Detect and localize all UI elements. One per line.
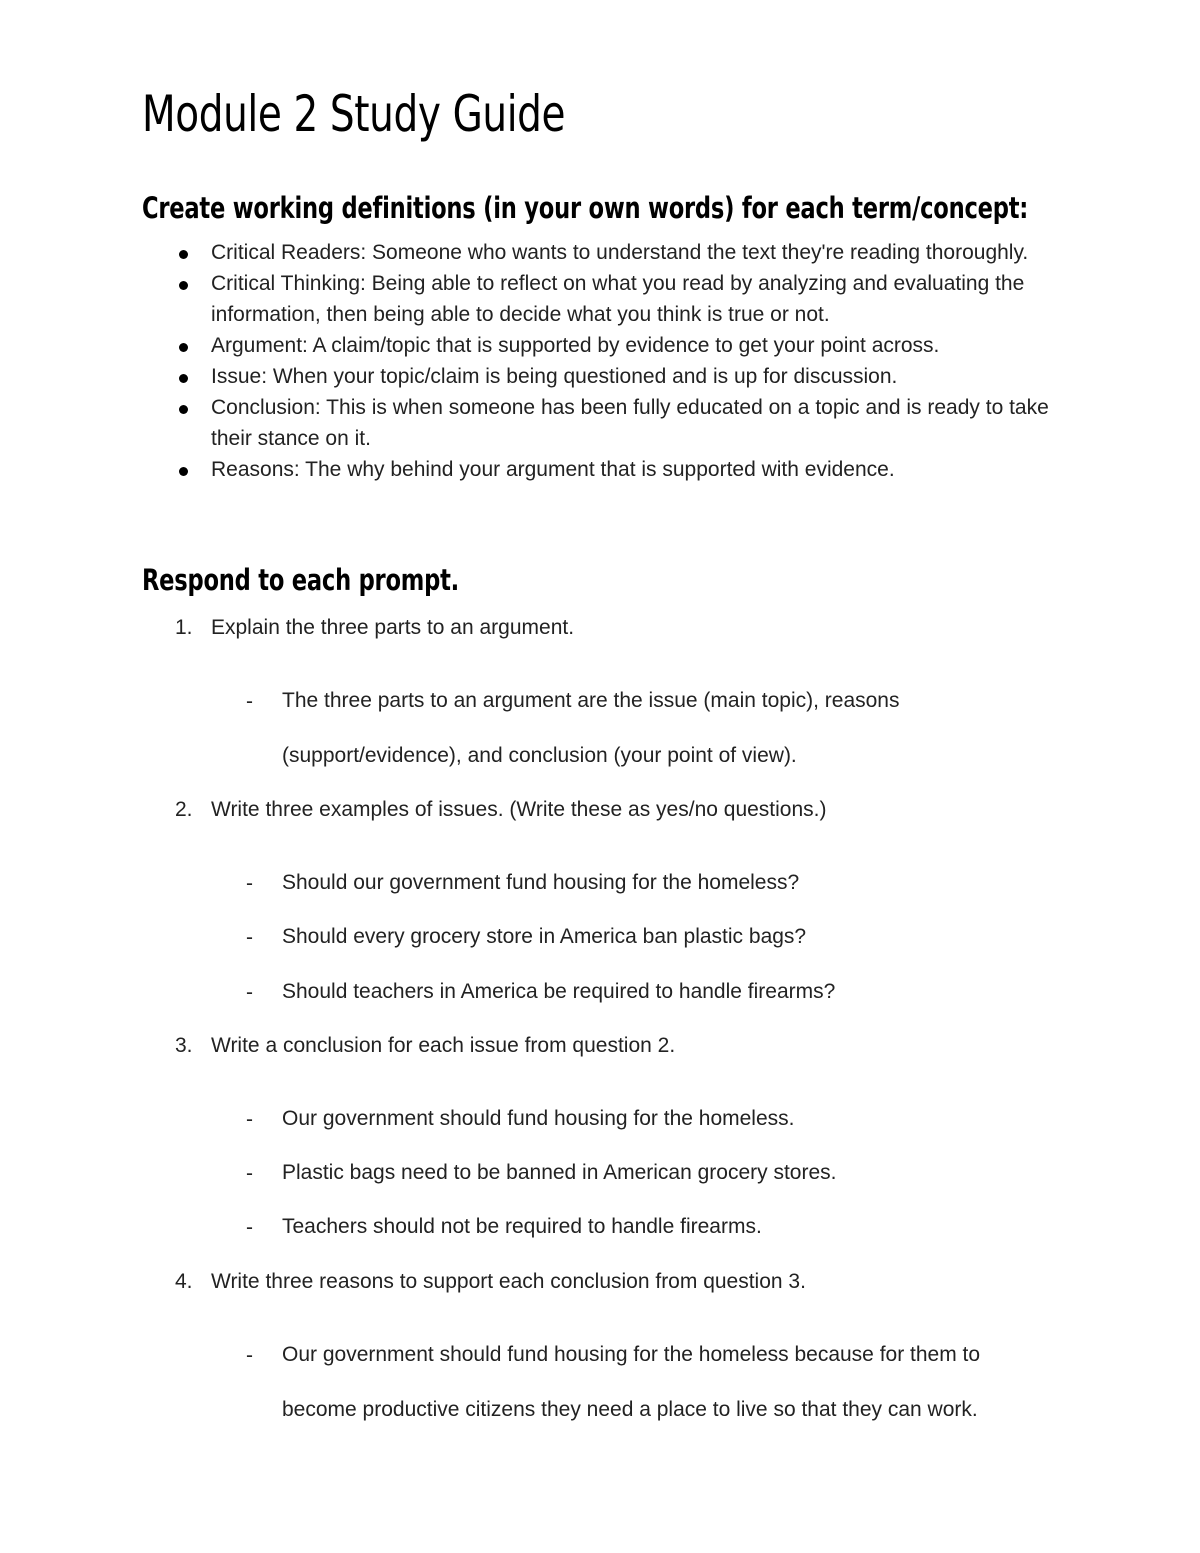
prompt-number: 1. — [175, 616, 193, 639]
prompt-number: 2. — [175, 798, 193, 821]
prompts-heading: Respond to each prompt. — [142, 563, 460, 597]
dash-marker: - — [246, 981, 253, 1004]
definition-item — [0, 454, 1071, 485]
dash-marker: - — [246, 690, 253, 713]
answer-text: Should our government fund housing for the homeless? — [282, 871, 800, 894]
definition-text: Critical Thinking: Being able to reflect on what you read by analyzing and evaluating the information, then being able to decide what you think is true or not. — [211, 272, 1025, 326]
bullet-icon — [179, 250, 188, 259]
prompt-text: Write three examples of issues. (Write these as yes/no questions.) — [211, 798, 827, 821]
dash-marker: - — [246, 1344, 253, 1367]
definition-item — [0, 268, 1071, 330]
answer-text: Our government should fund housing for the homeless because for them to become productive citizens they need a place to live so that they can work. — [282, 1343, 981, 1421]
definition-text: Issue: When your topic/claim is being questioned and is up for discussion. — [211, 365, 898, 388]
definitions-heading: Create working definitions (in your own words) for each term/concept: — [142, 191, 1029, 225]
answer-text: Should every grocery store in America ban plastic bags? — [282, 925, 807, 948]
prompt-text: Write three reasons to support each conclusion from question 3. — [211, 1270, 806, 1293]
definition-text: Argument: A claim/topic that is supported by evidence to get your point across. — [211, 334, 940, 357]
definition-item — [0, 361, 1071, 392]
dash-marker: - — [246, 1108, 253, 1131]
answer-text: Should teachers in America be required to handle firearms? — [282, 980, 836, 1003]
page-title: Module 2 Study Guide — [142, 85, 566, 143]
prompt-text: Explain the three parts to an argument. — [211, 616, 575, 639]
dash-marker: - — [246, 1162, 253, 1185]
answer-text: Plastic bags need to be banned in American grocery stores. — [282, 1161, 837, 1184]
definition-item — [0, 392, 1071, 454]
definition-text: Critical Readers: Someone who wants to understand the text they're reading thoroughly. — [211, 241, 1029, 264]
answer-text: Our government should fund housing for the homeless. — [282, 1107, 795, 1130]
bullet-icon — [179, 343, 188, 352]
definition-text: Conclusion: This is when someone has been fully educated on a topic and is ready to take their stance on it. — [211, 396, 1049, 450]
dash-marker: - — [246, 926, 253, 949]
definition-item — [0, 237, 1071, 268]
definition-item — [0, 330, 1071, 361]
definitions-list — [0, 237, 1200, 485]
definition-text: Reasons: The why behind your argument that is supported with evidence. — [211, 458, 895, 481]
bullet-icon — [179, 405, 188, 414]
bullet-icon — [179, 374, 188, 383]
bullet-icon — [179, 467, 188, 476]
prompt-text: Write a conclusion for each issue from question 2. — [211, 1034, 676, 1057]
bullet-icon — [179, 281, 188, 290]
prompt-number: 4. — [175, 1270, 193, 1293]
answer-text: Teachers should not be required to handle firearms. — [282, 1215, 762, 1238]
dash-marker: - — [246, 1216, 253, 1239]
prompt-number: 3. — [175, 1034, 193, 1057]
answer-text: The three parts to an argument are the issue (main topic), reasons (support/evidence), and conclusion (your point of view). — [282, 689, 900, 767]
dash-marker: - — [246, 872, 253, 895]
